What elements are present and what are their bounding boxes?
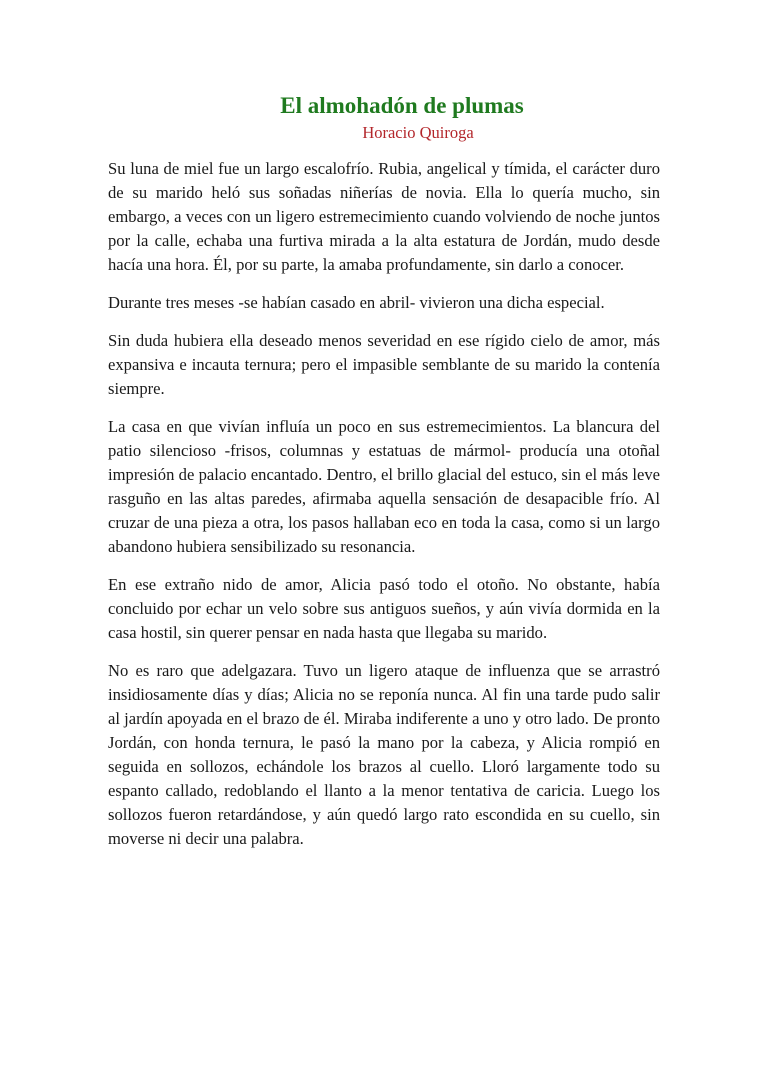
paragraph: No es raro que adelgazara. Tuvo un ligero ataque de influenza que se arrastró insidiosamente días y días; Alicia no se reponía nunca. Al fin una tarde pudo salir al jardín apoyada en el brazo de él. Miraba indiferente a uno y otro lado. De pronto Jordán, con honda ternura, le pasó la mano por la cabeza, y Alicia rompió en seguida en sollozos, echándole los brazos al cuello. Lloró largamente todo su espanto callado, redoblando el llanto a la menor tentativa de caricia. Luego los sollozos fueron retardándose, y aún quedó largo rato escondida en su cuello, sin moverse ni decir una palabra. xyxy=(108,661,660,848)
paragraph: La casa en que vivían influía un poco en sus estremecimientos. La blancura del patio silencioso -frisos, columnas y estatuas de mármol- producía una otoñal impresión de palacio encantado. Dentro, el brillo glacial del estuco, sin el más leve rasguño en las altas paredes, afirmaba aquella sensación de desapacible frío. Al cruzar de una pieza a otra, los pasos hallaban eco en toda la casa, como si un largo abandono hubiera sensibilizado su resonancia. xyxy=(108,417,660,556)
document-page xyxy=(108,92,660,865)
document-body xyxy=(108,157,660,851)
document-author: Horacio Quiroga xyxy=(362,123,474,142)
paragraph: Su luna de miel fue un largo escalofrío. Rubia, angelical y tímida, el carácter duro de su marido heló sus soñadas niñerías de novia. Ella lo quería mucho, sin embargo, a veces con un ligero estremecimiento cuando volviendo de noche juntos por la calle, echaba una furtiva mirada a la alta estatura de Jordán, mudo desde hacía una hora. Él, por su parte, la amaba profundamente, sin darlo a conocer. xyxy=(108,159,660,274)
document-title: El almohadón de plumas xyxy=(280,93,524,118)
paragraph: En ese extraño nido de amor, Alicia pasó todo el otoño. No obstante, había concluido por echar un velo sobre sus antiguos sueños, y aún vivía dormida en la casa hostil, sin querer pensar en nada hasta que llegaba su marido. xyxy=(108,575,660,642)
paragraph: Sin duda hubiera ella deseado menos severidad en ese rígido cielo de amor, más expansiva e incauta ternura; pero el impasible semblante de su marido la contenía siempre. xyxy=(108,331,660,398)
paragraph: Durante tres meses -se habían casado en abril- vivieron una dicha especial. xyxy=(108,293,605,312)
